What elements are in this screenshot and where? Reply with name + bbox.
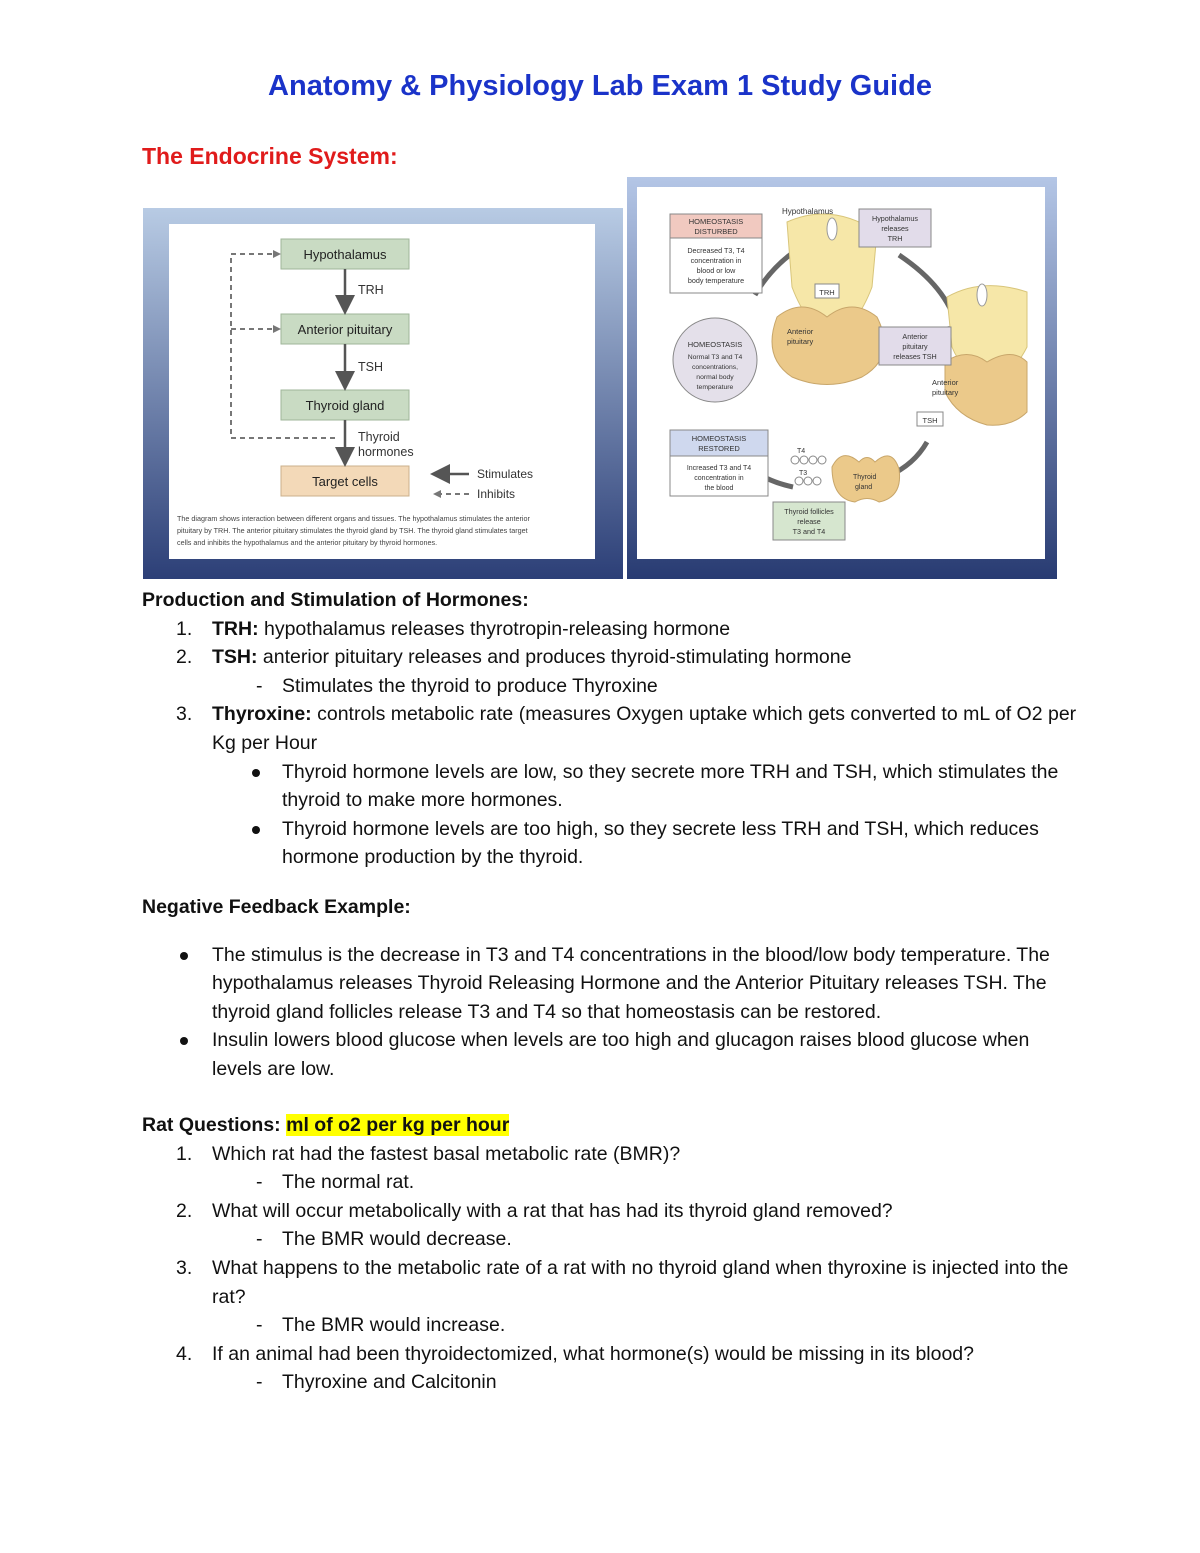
label-anterior-left: Anterior xyxy=(787,327,814,336)
svg-text:TSH: TSH xyxy=(922,416,938,425)
production-section xyxy=(142,586,1082,872)
ap-releases-tsh-box xyxy=(879,327,951,365)
flow-box-hypothalamus xyxy=(281,239,409,269)
svg-text:concentration in: concentration in xyxy=(694,475,744,482)
list-item: Thyroid hormone levels are low, so they secrete more TRH and TSH, which stimulates the thyroid to make more hormones. xyxy=(142,758,1082,815)
svg-text:TRH: TRH xyxy=(887,234,903,243)
sub-item: - Stimulates the thyroid to produce Thyroxine xyxy=(256,674,658,697)
svg-text:Thyroid gland: Thyroid gland xyxy=(305,398,385,413)
hyp-releases-trh-box xyxy=(859,209,931,247)
svg-text:DISTURBED: DISTURBED xyxy=(694,227,738,236)
homeostasis-circle xyxy=(673,318,757,402)
svg-text:The diagram shows interaction: The diagram shows interaction between different organs and tissues. The hypothalamus stimulates the anterior xyxy=(177,514,530,523)
bullet-icon xyxy=(180,1037,188,1045)
svg-text:Normal T3 and T4: Normal T3 and T4 xyxy=(687,354,743,361)
production-heading: Production and Stimulation of Hormones: xyxy=(142,589,529,611)
svg-text:Inhibits: Inhibits xyxy=(477,487,516,501)
svg-text:releases TSH: releases TSH xyxy=(893,352,937,361)
svg-text:Decreased T3, T4: Decreased T3, T4 xyxy=(687,246,745,255)
rat-heading: Rat Questions: ml of o2 per kg per hour xyxy=(142,1114,510,1136)
label-pituitary-left: pituitary xyxy=(787,337,814,346)
svg-text:pituitary by TRH. The anterior: pituitary by TRH. The anterior pituitary stimulates the thyroid gland by TSH. The thyroid gland stimulates target xyxy=(177,526,528,535)
section-heading: The Endocrine System: xyxy=(142,143,398,169)
flow-box-target-cells xyxy=(281,466,409,496)
question-item: 4. If an animal had been thyroidectomized, what hormone(s) would be missing in its blood? xyxy=(176,1342,974,1365)
list-item: 1. TRH: hypothalamus releases thyrotropin-releasing hormone xyxy=(176,617,731,640)
svg-text:Hypothalamus: Hypothalamus xyxy=(303,247,387,262)
question-item: 2. What will occur metabolically with a rat that has had its thyroid gland removed? xyxy=(176,1199,893,1222)
question-item: 1. Which rat had the fastest basal metabolic rate (BMR)? xyxy=(176,1142,681,1165)
list-item: 3. Thyroxine: controls metabolic rate (measures Oxygen uptake which gets converted to mL of O2 per Kg per Hour xyxy=(176,703,1077,754)
thyroid-axis-flowchart xyxy=(143,208,623,579)
svg-text:Increased T3 and T4: Increased T3 and T4 xyxy=(686,465,752,472)
list-item: The stimulus is the decrease in T3 and T4 concentrations in the blood/low body temperature. The hypothalamus releases Thyroid Releasing Hormone and the Anterior Pituitary releases TSH. The thyroid gland follicles release T3 and T4 so that homeostasis can be restored. xyxy=(142,941,1082,1027)
svg-text:concentration in: concentration in xyxy=(690,256,742,265)
svg-text:Stimulates: Stimulates xyxy=(477,467,534,481)
thyroid-follicles-box xyxy=(773,502,845,540)
units-highlight: ml of o2 per kg per hour xyxy=(286,1114,510,1136)
svg-text:the blood: the blood xyxy=(704,485,734,492)
homeostasis-restored-box xyxy=(670,430,768,496)
list-item: Insulin lowers blood glucose when levels are too high and glucagon raises blood glucose when levels are low. xyxy=(142,1026,1082,1083)
label-pituitary-right: pituitary xyxy=(932,388,959,397)
label-hormones: hormones xyxy=(358,445,414,459)
svg-text:Thyroid follicles: Thyroid follicles xyxy=(784,507,834,516)
svg-text:concentrations,: concentrations, xyxy=(691,364,739,371)
svg-text:Hypothalamus: Hypothalamus xyxy=(872,214,918,223)
svg-text:T3 and T4: T3 and T4 xyxy=(792,527,826,536)
answer-item: - The BMR would decrease. xyxy=(256,1228,512,1251)
label-tsh: TSH xyxy=(358,360,383,374)
bullet-icon xyxy=(252,769,260,777)
label-t3: T3 xyxy=(799,470,808,477)
svg-text:Anterior: Anterior xyxy=(902,332,928,341)
answer-item: - The normal rat. xyxy=(256,1171,415,1194)
bullet-icon xyxy=(252,826,260,834)
svg-text:cells and inhibits the hypotha: cells and inhibits the hypothalamus and the anterior pituitary by thyroid hormones. xyxy=(177,538,438,547)
answer-item: - The BMR would increase. xyxy=(256,1314,506,1337)
label-hypothalamus: Hypothalamus xyxy=(782,207,834,216)
svg-text:blood or low: blood or low xyxy=(696,266,736,275)
svg-text:HOMEOSTASIS: HOMEOSTASIS xyxy=(688,217,744,226)
label-thyroid: Thyroid xyxy=(853,474,877,481)
flow-box-thyroid-gland xyxy=(281,390,409,420)
svg-text:HOMEOSTASIS: HOMEOSTASIS xyxy=(687,340,743,349)
svg-text:Target cells: Target cells xyxy=(312,474,378,489)
homeostasis-disturbed-box xyxy=(670,214,762,293)
pituitary-illustration-right xyxy=(945,284,1027,425)
flow-box-anterior-pituitary xyxy=(281,314,409,344)
answer-item: - Thyroxine and Calcitonin xyxy=(256,1371,497,1394)
thyroid-feedback-loop-figure xyxy=(627,177,1057,579)
svg-text:HOMEOSTASIS: HOMEOSTASIS xyxy=(691,434,747,443)
label-gland: gland xyxy=(855,484,873,491)
list-item: Thyroid hormone levels are too high, so they secrete less TRH and TSH, which reduces hormone production by the thyroid. xyxy=(142,815,1082,872)
svg-text:Anterior pituitary: Anterior pituitary xyxy=(297,322,393,337)
list-item: 2. TSH: anterior pituitary releases and produces thyroid-stimulating hormone xyxy=(176,646,852,669)
feedback-section xyxy=(142,893,1082,1084)
bullet-icon xyxy=(180,952,188,960)
label-anterior-right: Anterior xyxy=(932,378,959,387)
question-item: 3. What happens to the metabolic rate of a rat with no thyroid gland when thyroxine is injected into the rat? xyxy=(176,1256,1069,1308)
label-t4: T4 xyxy=(797,448,806,455)
page-title: Anatomy & Physiology Lab Exam 1 Study Guide xyxy=(268,70,932,102)
svg-text:temperature: temperature xyxy=(696,384,734,391)
trh-tag xyxy=(815,284,839,298)
svg-text:RESTORED: RESTORED xyxy=(698,444,740,453)
label-trh: TRH xyxy=(358,283,384,297)
t3-molecule-icon xyxy=(795,477,821,485)
svg-text:release: release xyxy=(797,517,821,526)
label-thyroid: Thyroid xyxy=(358,430,400,444)
rat-questions-section xyxy=(142,1111,1082,1397)
svg-text:body temperature: body temperature xyxy=(687,276,745,285)
svg-text:normal body: normal body xyxy=(696,374,734,381)
svg-text:releases: releases xyxy=(881,224,909,233)
feedback-heading: Negative Feedback Example: xyxy=(142,896,411,918)
tsh-tag xyxy=(917,412,943,426)
svg-text:TRH: TRH xyxy=(819,288,835,297)
svg-text:pituitary: pituitary xyxy=(902,342,928,351)
